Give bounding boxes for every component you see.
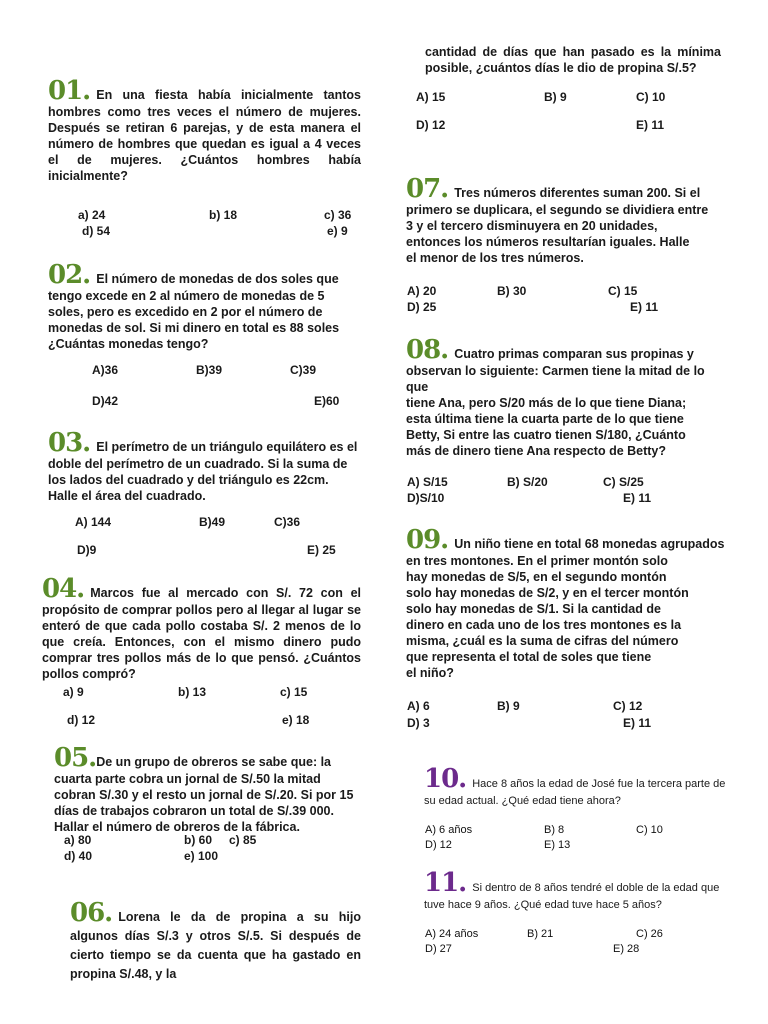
option-e: e) 9 bbox=[327, 224, 348, 238]
problem-07 bbox=[406, 176, 726, 266]
option-b: B) 9 bbox=[544, 90, 567, 104]
option-e: e) 100 bbox=[184, 849, 219, 863]
problem-line: solo hay monedas de S/2, y en el tercer montón bbox=[406, 586, 689, 600]
option-d: D)42 bbox=[92, 394, 119, 408]
problem-number: 04. bbox=[42, 574, 85, 604]
option-c: c) 36 bbox=[324, 208, 352, 222]
problem-text: Marcos fue al mercado con S/. 72 con el propósito de comprar pollos pero al llegar al lugar se enteró de que cada pollo costaba S/. 2 menos de lo que creía. Entonces, con el mismo dinero pudo comprar tres pollos más de lo que pensó. ¿Cuántos pollos compró? bbox=[42, 586, 361, 681]
option-a: A) 20 bbox=[407, 284, 437, 298]
problem-text: De un grupo de obreros se sabe que: la cuarta parte cobra un jornal de S/.50 la mitad cobran S/.30 y el resto un jornal de S/.20. Si por 15 días de trabajos cobraron un total de S/.39 000. Hallar el número de obreros de la fábrica. bbox=[54, 755, 354, 834]
option-b: b) 18 bbox=[209, 208, 238, 222]
problem-line: Si dentro de 8 años tendré el doble de la edad que bbox=[472, 882, 720, 894]
option-a: A) 6 años bbox=[425, 824, 473, 836]
option-c: C) 26 bbox=[636, 928, 663, 940]
problem-06-continued: cantidad de días que han pasado es la mínima posible, ¿cuántos días le dio de propina S/.5? bbox=[425, 45, 721, 75]
problem-line: 3 y el tercero disminuyera en 20 unidades, bbox=[406, 219, 658, 233]
problem-number: 01. bbox=[48, 76, 91, 106]
option-d: d) 54 bbox=[82, 224, 111, 238]
problem-line: observan lo siguiente: Carmen tiene la mitad de lo bbox=[406, 364, 705, 378]
option-b: B) 8 bbox=[544, 824, 565, 836]
problem-number: 07. bbox=[406, 174, 449, 204]
option-d: d) 12 bbox=[67, 713, 96, 727]
option-b: B) 9 bbox=[497, 699, 520, 713]
option-c: c) 15 bbox=[280, 685, 308, 699]
problem-line: solo hay monedas de S/1. Si la cantidad de bbox=[406, 602, 661, 616]
option-b: B) 30 bbox=[497, 284, 527, 298]
option-a: A) S/15 bbox=[407, 475, 448, 489]
problem-line: su edad actual. ¿Qué edad tiene ahora? bbox=[424, 795, 621, 807]
problem-number: 06. bbox=[70, 898, 113, 928]
option-a: A) 144 bbox=[75, 515, 112, 529]
problem-line: Betty, Si entre las cuatro tienen S/180, ¿Cuánto bbox=[406, 428, 686, 442]
option-a: A) 6 bbox=[407, 699, 430, 713]
problem-line: Tres números diferentes suman 200. Si el bbox=[454, 186, 701, 200]
problem-08 bbox=[406, 337, 726, 459]
option-a: A)36 bbox=[92, 363, 119, 377]
problem-line: más de dinero tiene Ana respecto de Betty? bbox=[406, 444, 667, 458]
problem-10 bbox=[424, 766, 734, 810]
problem-number: 03. bbox=[48, 428, 91, 458]
option-b: B)49 bbox=[199, 515, 226, 529]
option-e: E) 13 bbox=[544, 839, 571, 851]
option-c: C) S/25 bbox=[603, 475, 644, 489]
problem-06 bbox=[70, 900, 361, 984]
option-c: C) 12 bbox=[613, 699, 643, 713]
option-a: A) 24 años bbox=[425, 928, 479, 940]
problem-line: en tres montones. En el primer montón solo bbox=[406, 554, 668, 568]
problem-line: tiene Ana, pero S/20 más de lo que tiene Diana; bbox=[406, 396, 687, 410]
problem-text-part1: Lorena le da de propina a su hijo algunos días S/.3 y otros S/.5. Si después de cierto tiempo se da cuenta que ha gastado en propina S/.48, y la bbox=[70, 910, 361, 981]
option-a: a) 80 bbox=[64, 833, 92, 847]
option-a: A) 15 bbox=[416, 90, 446, 104]
option-c: C)36 bbox=[274, 515, 301, 529]
problem-line: Hace 8 años la edad de José fue la tercera parte de bbox=[472, 778, 726, 790]
option-e: E) 11 bbox=[630, 300, 659, 314]
problem-text: El número de monedas de dos soles que tengo excede en 2 al número de monedas de 5 soles, pero es excedido en 2 por el número de monedas de sol. Si mi dinero en total es 88 soles ¿Cuántas monedas tengo? bbox=[48, 272, 340, 351]
problem-09 bbox=[406, 527, 726, 681]
problem-number: 10. bbox=[424, 764, 467, 794]
problem-line: entonces los números resultarían iguales. Halle bbox=[406, 235, 690, 249]
problem-line: el menor de los tres números. bbox=[406, 251, 584, 265]
problem-text: El perímetro de un triángulo equilátero es el doble del perímetro de un cuadrado. Si la suma de los lados del cuadrado y del triángulo es 22cm. Halle el área del cuadrado. bbox=[48, 440, 358, 503]
problem-11 bbox=[424, 870, 734, 914]
option-d: D) 27 bbox=[425, 943, 452, 955]
option-c: c) 85 bbox=[229, 833, 257, 847]
option-d: D) 3 bbox=[407, 716, 430, 730]
option-b: B) 21 bbox=[527, 928, 554, 940]
option-a: a) 24 bbox=[78, 208, 106, 222]
problem-line: que bbox=[406, 380, 429, 394]
problem-02 bbox=[48, 262, 361, 352]
option-d: D)S/10 bbox=[407, 491, 445, 505]
option-a: a) 9 bbox=[63, 685, 84, 699]
option-c: C) 15 bbox=[608, 284, 638, 298]
option-c: C)39 bbox=[290, 363, 317, 377]
problem-text: En una fiesta había inicialmente tantos hombres como tres veces el número de mujeres. Después se retiran 6 parejas, y de esta manera el número de hombres que quedan es igual a 4 veces el de mujeres. ¿Cuántos hombres había inicialmente? bbox=[48, 88, 361, 183]
option-b: B)39 bbox=[196, 363, 223, 377]
problem-04 bbox=[42, 576, 361, 682]
option-d: D)9 bbox=[77, 543, 97, 557]
problem-line: misma, ¿cuál es la suma de cifras del número bbox=[406, 634, 679, 648]
problem-line: Un niño tiene en total 68 monedas agrupados bbox=[454, 537, 725, 551]
option-c: C) 10 bbox=[636, 90, 666, 104]
option-b: B) S/20 bbox=[507, 475, 548, 489]
problem-line: hay monedas de S/5, en el segundo montón bbox=[406, 570, 667, 584]
problem-number: 08. bbox=[406, 335, 449, 365]
problem-number: 05. bbox=[54, 743, 97, 773]
option-d: d) 40 bbox=[64, 849, 93, 863]
problem-line: que representa el total de soles que tiene bbox=[406, 650, 652, 664]
problem-line: tuve hace 9 años. ¿Qué edad tuve hace 5 años? bbox=[424, 899, 662, 911]
problem-line: primero se duplicara, el segundo se dividiera entre bbox=[406, 203, 709, 217]
option-e: e) 18 bbox=[282, 713, 310, 727]
option-d: D) 25 bbox=[407, 300, 437, 314]
problem-number: 09. bbox=[406, 525, 449, 555]
problem-01 bbox=[48, 78, 361, 184]
option-e: E) 11 bbox=[636, 118, 665, 132]
problem-line: dinero en cada uno de los tres montones es la bbox=[406, 618, 682, 632]
problem-number: 11. bbox=[424, 868, 467, 898]
option-c: C) 10 bbox=[636, 824, 663, 836]
option-e: E) 25 bbox=[307, 543, 336, 557]
problem-line: el niño? bbox=[406, 666, 454, 680]
option-b: b) 13 bbox=[178, 685, 207, 699]
option-d: D) 12 bbox=[425, 839, 452, 851]
problem-line: esta última tiene la cuarta parte de lo que tiene bbox=[406, 412, 684, 426]
option-d: D) 12 bbox=[416, 118, 446, 132]
problem-line: Cuatro primas comparan sus propinas y bbox=[454, 347, 694, 361]
option-e: E) 11 bbox=[623, 716, 652, 730]
option-e: E) 28 bbox=[613, 943, 640, 955]
problem-number: 02. bbox=[48, 260, 91, 290]
option-b: b) 60 bbox=[184, 833, 213, 847]
problem-05 bbox=[54, 745, 361, 835]
option-e: E) 11 bbox=[623, 491, 652, 505]
option-e: E)60 bbox=[314, 394, 340, 408]
problem-03 bbox=[48, 430, 361, 504]
